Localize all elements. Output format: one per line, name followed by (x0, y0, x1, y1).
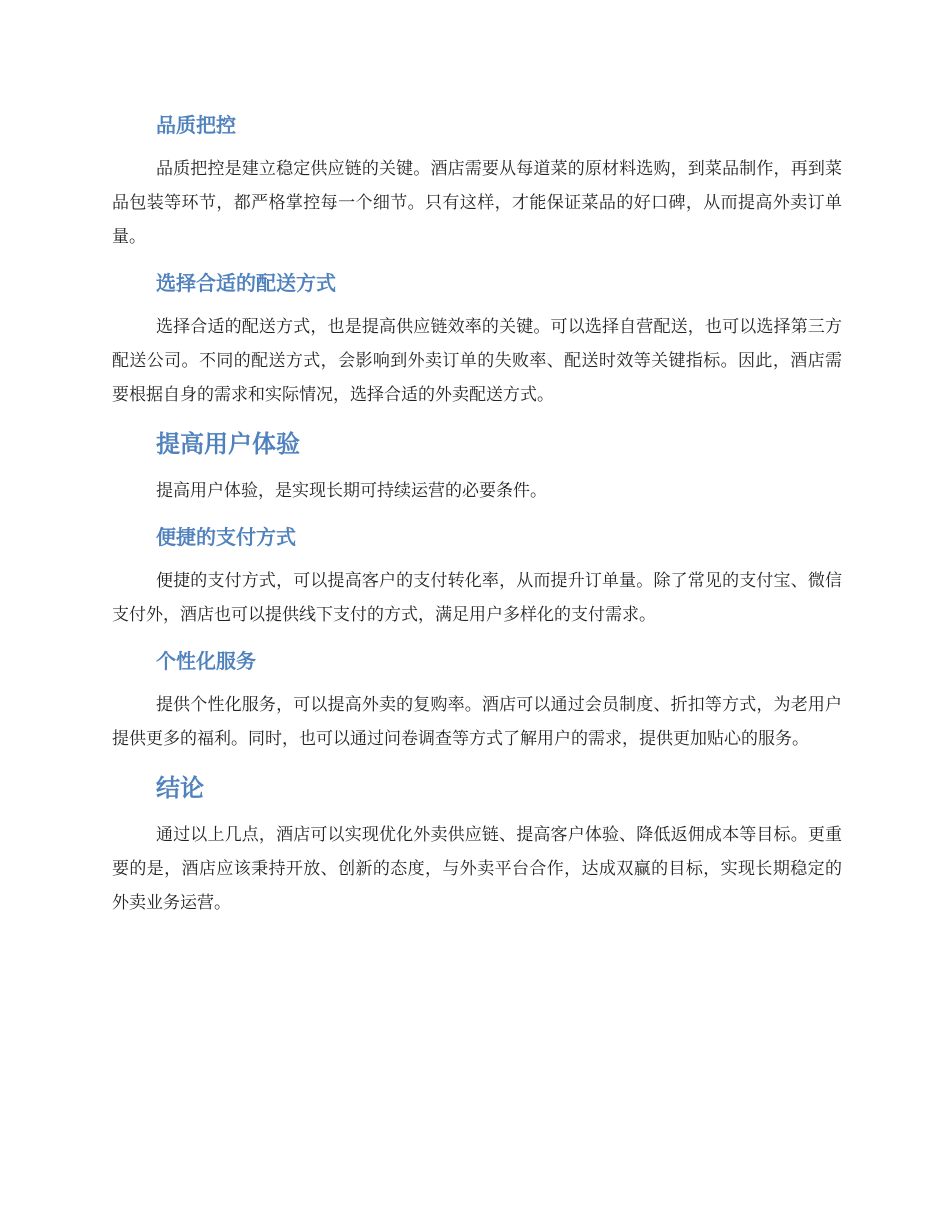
section-paragraph-personalized-service: 提供个性化服务，可以提高外卖的复购率。酒店可以通过会员制度、折扣等方式，为老用户提供更多的福利。同时，也可以通过问卷调查等方式了解用户的需求，提供更加贴心的服务。 (112, 695, 842, 749)
section-paragraph-payment-methods: 便捷的支付方式，可以提高客户的支付转化率，从而提升订单量。除了常见的支付宝、微信支付外，酒店也可以提供线下支付的方式，满足用户多样化的支付需求。 (112, 571, 842, 625)
section-heading-conclusion: 结论 (156, 774, 204, 802)
section-paragraph-user-experience: 提高用户体验，是实现长期可持续运营的必要条件。 (156, 481, 547, 501)
section-heading-quality-control: 品质把控 (156, 113, 236, 137)
section-heading-personalized-service: 个性化服务 (156, 649, 256, 673)
section-heading-user-experience: 提高用户体验 (156, 430, 300, 458)
section-heading-delivery-method: 选择合适的配送方式 (156, 271, 336, 295)
document-page (112, 108, 842, 920)
section-heading-payment-methods: 便捷的支付方式 (156, 525, 296, 549)
section-paragraph-conclusion: 通过以上几点，酒店可以实现优化外卖供应链、提高客户体验、降低返佣成本等目标。更重要的是，酒店应该秉持开放、创新的态度，与外卖平台合作，达成双赢的目标，实现长期稳定的外卖业务运营。 (112, 825, 842, 913)
section-paragraph-delivery-method: 选择合适的配送方式，也是提高供应链效率的关键。可以选择自营配送，也可以选择第三方配送公司。不同的配送方式，会影响到外卖订单的失败率、配送时效等关键指标。因此，酒店需要根据自身的需求和实际情况，选择合适的外卖配送方式。 (112, 317, 842, 405)
section-paragraph-quality-control: 品质把控是建立稳定供应链的关键。酒店需要从每道菜的原材料选购，到菜品制作，再到菜品包装等环节，都严格掌控每一个细节。只有这样，才能保证菜品的好口碑，从而提高外卖订单量。 (112, 159, 842, 247)
